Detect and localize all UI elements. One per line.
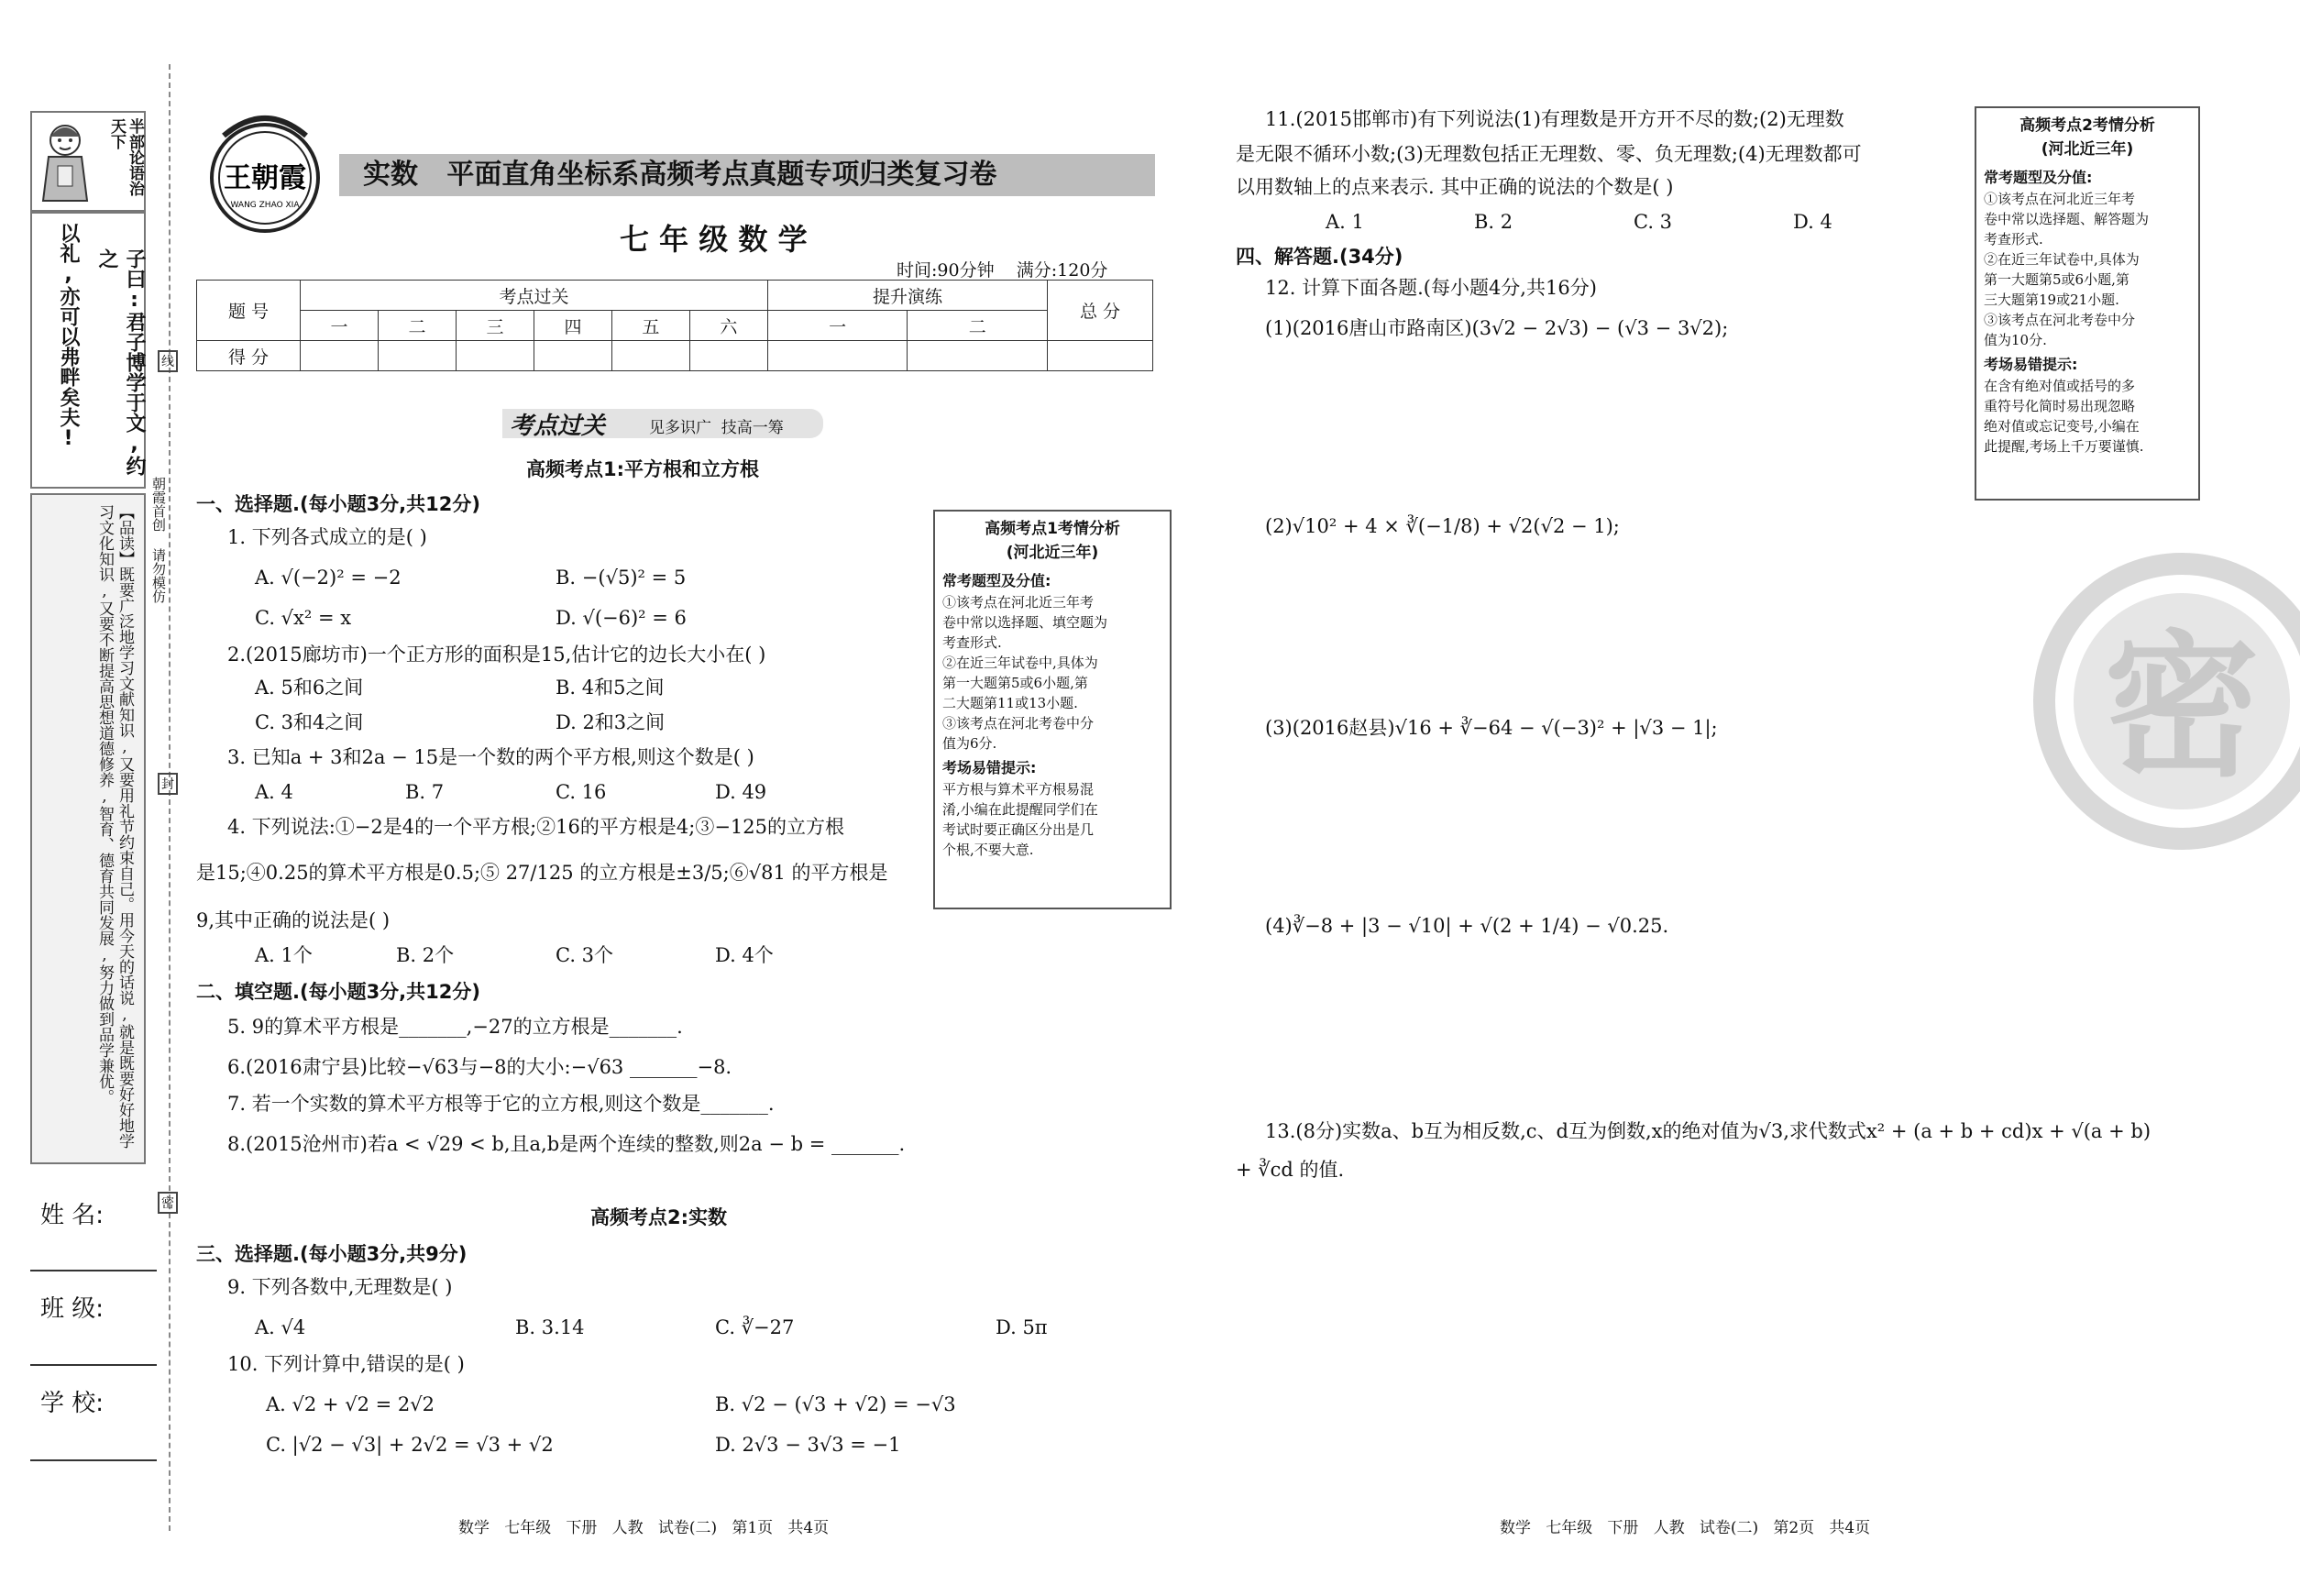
q11-option-a: A. 1 [1326, 211, 1364, 233]
watermark-text: 密 [2103, 617, 2261, 798]
svg-text:WANG ZHAO XIA: WANG ZHAO XIA [230, 201, 300, 210]
name-field[interactable] [30, 1270, 157, 1271]
question-7: 7. 若一个实数的算术平方根等于它的立方根,则这个数是_______. [227, 1093, 775, 1115]
score-table-col: 五 [611, 311, 689, 341]
right-footer: 数学 七年级 下册 人教 试卷(二) 第2页 共4页 [1500, 1519, 1871, 1537]
analysis1-title: 高频考点1考情分析 [985, 520, 1120, 538]
score-table-total: 总 分 [1048, 281, 1153, 341]
sidebar-quote [30, 210, 146, 489]
analysis1-text2: 平方根与算术平方根易混 淆,小编在此提醒同学们在 考试时要正确区分出是几 个根,不要大意. [942, 781, 1098, 858]
q4-option-d: D. 4个 [715, 944, 774, 966]
score-cell[interactable] [301, 341, 379, 371]
score-table-col: 二 [908, 311, 1048, 341]
secret-seal-icon [2026, 550, 2300, 853]
question-13-line1: 13.(8分)实数a、b互为相反数,c、d互为倒数,x的绝对值为√3,求代数式x² + (a + b + cd)x + √(a + b) [1265, 1120, 2151, 1142]
sidebar-banner [30, 111, 146, 214]
copyright-note: 朝霞首创 请勿模仿 [150, 477, 167, 603]
q3-option-d: D. 49 [715, 781, 767, 803]
question-13-line2: + ∛cd 的值. [1236, 1159, 1345, 1181]
q11-option-d: D. 4 [1793, 211, 1832, 233]
question-4-line1: 4. 下列说法:①−2是4的一个平方根;②16的平方根是4;③−125的立方根 [227, 816, 845, 838]
question-11-line1: 11.(2015邯郸市)有下列说法(1)有理数是开方开不尽的数;(2)无理数 [1265, 108, 1844, 130]
q9-option-c: C. ∛−27 [715, 1316, 795, 1338]
q10-option-a: A. √2 + √2 = 2√2 [266, 1393, 435, 1415]
comment-text: 【品读】既要广泛地学习文献知识,又要用礼节约束自己。用今天的话说,就是既要好好地学习文化知识,又要不断提高思想道德修养,智育、德育共同发展,努力做到品学兼优。 [95, 504, 134, 1149]
question-11-line2: 是无限不循环小数;(3)无理数包括正无理数、零、负无理数;(4)无理数都可 [1236, 143, 1862, 165]
q2-option-a: A. 5和6之间 [255, 677, 364, 699]
analysis2-title: 高频考点2考情分析 [2019, 116, 2155, 135]
question-10: 10. 下列计算中,错误的是( ) [227, 1353, 465, 1375]
q4-option-a: A. 1个 [255, 944, 313, 966]
score-table-col: 一 [767, 311, 907, 341]
quote-right: 子曰:君子博学于文,约之 [95, 248, 146, 476]
section2-title: 二、填空题.(每小题3分,共12分) [196, 981, 480, 1003]
analysis2-heading2: 考场易错提示: [1984, 356, 2078, 373]
q4-option-c: C. 3个 [556, 944, 614, 966]
section1-title: 一、选择题.(每小题3分,共12分) [196, 493, 480, 515]
binding-mark-xian: 线 [158, 350, 178, 372]
topic2-title: 高频考点2:实数 [590, 1206, 728, 1228]
analysis2-heading1: 常考题型及分值: [1984, 169, 2093, 186]
q9-option-a: A. √4 [255, 1316, 306, 1338]
q11-option-c: C. 3 [1634, 211, 1673, 233]
cartoon-icon [38, 120, 96, 204]
class-label: 班 级: [40, 1295, 105, 1323]
question-6: 6.(2016肃宁县)比较−√63与−8的大小:−√63 _______−8. [227, 1056, 732, 1078]
analysis1-heading2: 考场易错提示: [942, 759, 1037, 776]
score-table-col: 四 [534, 311, 611, 341]
school-field[interactable] [30, 1459, 157, 1461]
score-cell[interactable] [611, 341, 689, 371]
q3-option-b: B. 7 [405, 781, 445, 803]
question-12-2: (2)√10² + 4 × ∛(−1/8) + √2(√2 − 1); [1265, 515, 1620, 537]
q3-option-c: C. 16 [556, 781, 607, 803]
page-subtitle: 七 年 级 数 学 [620, 222, 808, 257]
question-3: 3. 已知a + 3和2a − 15是一个数的两个平方根,则这个数是( ) [227, 746, 754, 768]
q1-option-b: B. −(√5)² = 5 [556, 567, 687, 589]
topic1-title: 高频考点1:平方根和立方根 [526, 458, 760, 480]
q9-option-d: D. 5π [996, 1316, 1048, 1338]
score-cell[interactable] [689, 341, 767, 371]
q4-option-b: B. 2个 [396, 944, 455, 966]
time-info: 时间:90分钟 满分:120分 [897, 260, 1108, 281]
score-cell[interactable] [378, 341, 456, 371]
question-11-line3: 以用数轴上的点来表示. 其中正确的说法的个数是( ) [1236, 176, 1674, 198]
q9-option-b: B. 3.14 [515, 1316, 585, 1338]
binding-mark-mi: 密 [158, 1192, 178, 1214]
score-cell[interactable] [767, 341, 907, 371]
section4-title: 四、解答题.(34分) [1236, 246, 1403, 268]
question-4-line2: 是15;④0.25的算术平方根是0.5;⑤ 27/125 的立方根是±3/5;⑥√81 的平方根是 [196, 862, 888, 884]
score-table [196, 280, 1153, 371]
q1-option-a: A. √(−2)² = −2 [255, 567, 402, 589]
question-12-3: (3)(2016赵县)√16 + ∛−64 − √(−3)² + |√3 − 1|; [1265, 717, 1718, 739]
analysis1-heading1: 常考题型及分值: [942, 572, 1051, 589]
score-cell[interactable] [1048, 341, 1153, 371]
score-table-row2-label: 得 分 [197, 341, 301, 371]
binding-mark-feng: 封 [158, 773, 178, 795]
q2-option-d: D. 2和3之间 [556, 711, 666, 733]
score-table-group2: 提升演练 [767, 281, 1047, 311]
q1-option-c: C. √x² = x [255, 607, 352, 629]
question-9: 9. 下列各数中,无理数是( ) [227, 1276, 453, 1298]
name-label: 姓 名: [40, 1202, 105, 1229]
question-4-line3: 9,其中正确的说法是( ) [196, 909, 391, 931]
class-field[interactable] [30, 1364, 157, 1366]
q10-option-d: D. 2√3 − 3√3 = −1 [715, 1434, 901, 1456]
question-12: 12. 计算下面各题.(每小题4分,共16分) [1265, 277, 1597, 299]
analysis-box-1 [933, 510, 1172, 909]
q2-option-b: B. 4和5之间 [556, 677, 665, 699]
analysis2-text1: ①该考点在河北近三年考 卷中常以选择题、解答题为 考查形式. ②在近三年试卷中,具体为 第一大题第5或6小题,第 三大题第19或21小题. ③该考点在河北考卷中分 值为10分. [1984, 191, 2150, 348]
question-12-1: (1)(2016唐山市路南区)(3√2 − 2√3) − (√3 − 3√2); [1265, 317, 1729, 339]
score-cell[interactable] [456, 341, 534, 371]
analysis1-subtitle: (河北近三年) [1006, 544, 1099, 562]
question-8: 8.(2015沧州市)若a < √29 < b,且a,b是两个连续的整数,则2a − b = _______. [227, 1133, 906, 1155]
logo [196, 105, 334, 242]
score-table-row1-label: 题 号 [197, 281, 301, 341]
score-table-col: 二 [378, 311, 456, 341]
section3-title: 三、选择题.(每小题3分,共9分) [196, 1243, 468, 1265]
analysis1-text1: ①该考点在河北近三年考 卷中常以选择题、填空题为 考查形式. ②在近三年试卷中,具体为 第一大题第5或6小题,第 二大题第11或13小题. ③该考点在河北考卷中分 值为6分. [942, 594, 1108, 752]
q2-option-c: C. 3和4之间 [255, 711, 364, 733]
banner-text: 半部论语治天下 [107, 118, 144, 196]
analysis-box-2 [1975, 106, 2200, 501]
svg-text:王朝霞: 王朝霞 [224, 162, 306, 194]
q3-option-a: A. 4 [255, 781, 293, 803]
q1-option-d: D. √(−6)² = 6 [556, 607, 687, 629]
question-1: 1. 下列各式成立的是( ) [227, 526, 427, 548]
banner-tagline: 见多识广 技高一筹 [649, 419, 784, 437]
score-table-group1: 考点过关 [301, 281, 768, 311]
question-12-4: (4)∛−8 + |3 − √10| + √(2 + 1/4) − √0.25. [1265, 915, 1669, 937]
score-cell[interactable] [534, 341, 611, 371]
q10-option-c: C. |√2 − √3| + 2√2 = √3 + √2 [266, 1434, 554, 1456]
question-5: 5. 9的算术平方根是_______,−27的立方根是_______. [227, 1016, 683, 1038]
score-cell[interactable] [908, 341, 1048, 371]
left-footer: 数学 七年级 下册 人教 试卷(二) 第1页 共4页 [458, 1519, 830, 1537]
analysis2-subtitle: (河北近三年) [2041, 140, 2134, 159]
score-table-col: 六 [689, 311, 767, 341]
q11-option-b: B. 2 [1474, 211, 1513, 233]
binding-line [169, 64, 171, 1531]
analysis2-text2: 在含有绝对值或括号的多 重符号化简时易出现忽略 绝对值或忘记变号,小编在 此提醒,考场上千万要谨慎. [1984, 378, 2144, 455]
q10-option-b: B. √2 − (√3 + √2) = −√3 [715, 1393, 956, 1415]
score-table-col: 一 [301, 311, 379, 341]
score-table-col: 三 [456, 311, 534, 341]
page-title: 实数 平面直角坐标系高频考点真题专项归类复习卷 [363, 159, 997, 191]
question-2: 2.(2015廊坊市)一个正方形的面积是15,估计它的边长大小在( ) [227, 644, 766, 666]
sidebar-comment [30, 493, 146, 1164]
banner-main: 考点过关 [510, 413, 606, 440]
school-label: 学 校: [40, 1390, 105, 1417]
quote-left: 以礼,亦可以弗畔矣夫! [57, 223, 80, 450]
